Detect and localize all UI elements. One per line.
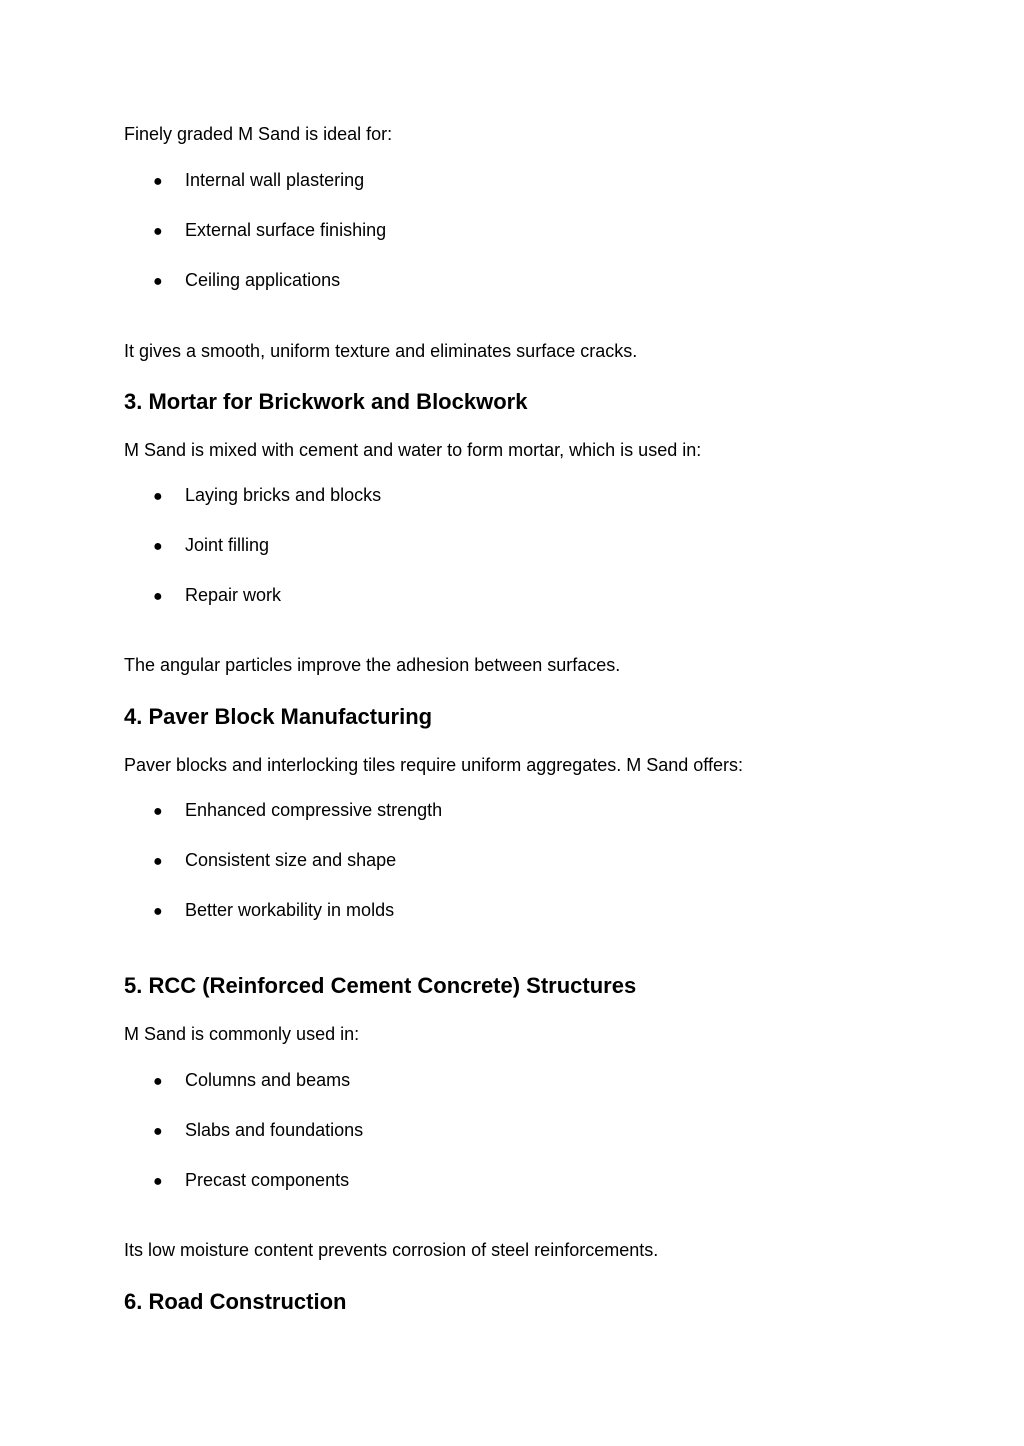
paragraph: Its low moisture content prevents corrosion of steel reinforcements. [124, 1240, 659, 1260]
list-item: ● Consistent size and shape [153, 849, 396, 873]
list-item: ● Internal wall plastering [153, 169, 364, 193]
list-item: ● Precast components [153, 1169, 349, 1193]
list-item: ● Joint filling [153, 534, 269, 558]
list-item: ● Enhanced compressive strength [153, 799, 442, 823]
bullet-icon: ● [153, 223, 163, 240]
section-heading-paver: 4. Paver Block Manufacturing [124, 704, 433, 729]
section-heading-road: 6. Road Construction [124, 1289, 347, 1314]
list-item: ● Better workability in molds [153, 899, 394, 923]
list-item: ● Ceiling applications [153, 269, 340, 293]
list-item: ● Columns and beams [153, 1069, 350, 1093]
paragraph: The angular particles improve the adhesion between surfaces. [124, 655, 621, 675]
bullet-icon: ● [153, 488, 163, 505]
paragraph: M Sand is mixed with cement and water to form mortar, which is used in: [124, 440, 702, 460]
list-item: ● Laying bricks and blocks [153, 484, 381, 508]
paragraph: Paver blocks and interlocking tiles require uniform aggregates. M Sand offers: [124, 755, 743, 775]
intro-paragraph: Finely graded M Sand is ideal for: [124, 124, 393, 144]
bullet-icon: ● [153, 1123, 163, 1140]
list-item: ● Slabs and foundations [153, 1119, 363, 1143]
bullet-icon: ● [153, 1073, 163, 1090]
paragraph: It gives a smooth, uniform texture and eliminates surface cracks. [124, 341, 638, 361]
bullet-icon: ● [153, 588, 163, 605]
bullet-icon: ● [153, 173, 163, 190]
bullet-icon: ● [153, 1173, 163, 1190]
paragraph: M Sand is commonly used in: [124, 1024, 360, 1044]
list-item: ● Repair work [153, 584, 281, 608]
bullet-icon: ● [153, 273, 163, 290]
bullet-icon: ● [153, 803, 163, 820]
bullet-icon: ● [153, 853, 163, 870]
bullet-icon: ● [153, 903, 163, 920]
list-item: ● External surface finishing [153, 219, 386, 243]
section-heading-rcc: 5. RCC (Reinforced Cement Concrete) Structures [124, 973, 637, 998]
bullet-icon: ● [153, 538, 163, 555]
section-heading-mortar: 3. Mortar for Brickwork and Blockwork [124, 389, 528, 414]
